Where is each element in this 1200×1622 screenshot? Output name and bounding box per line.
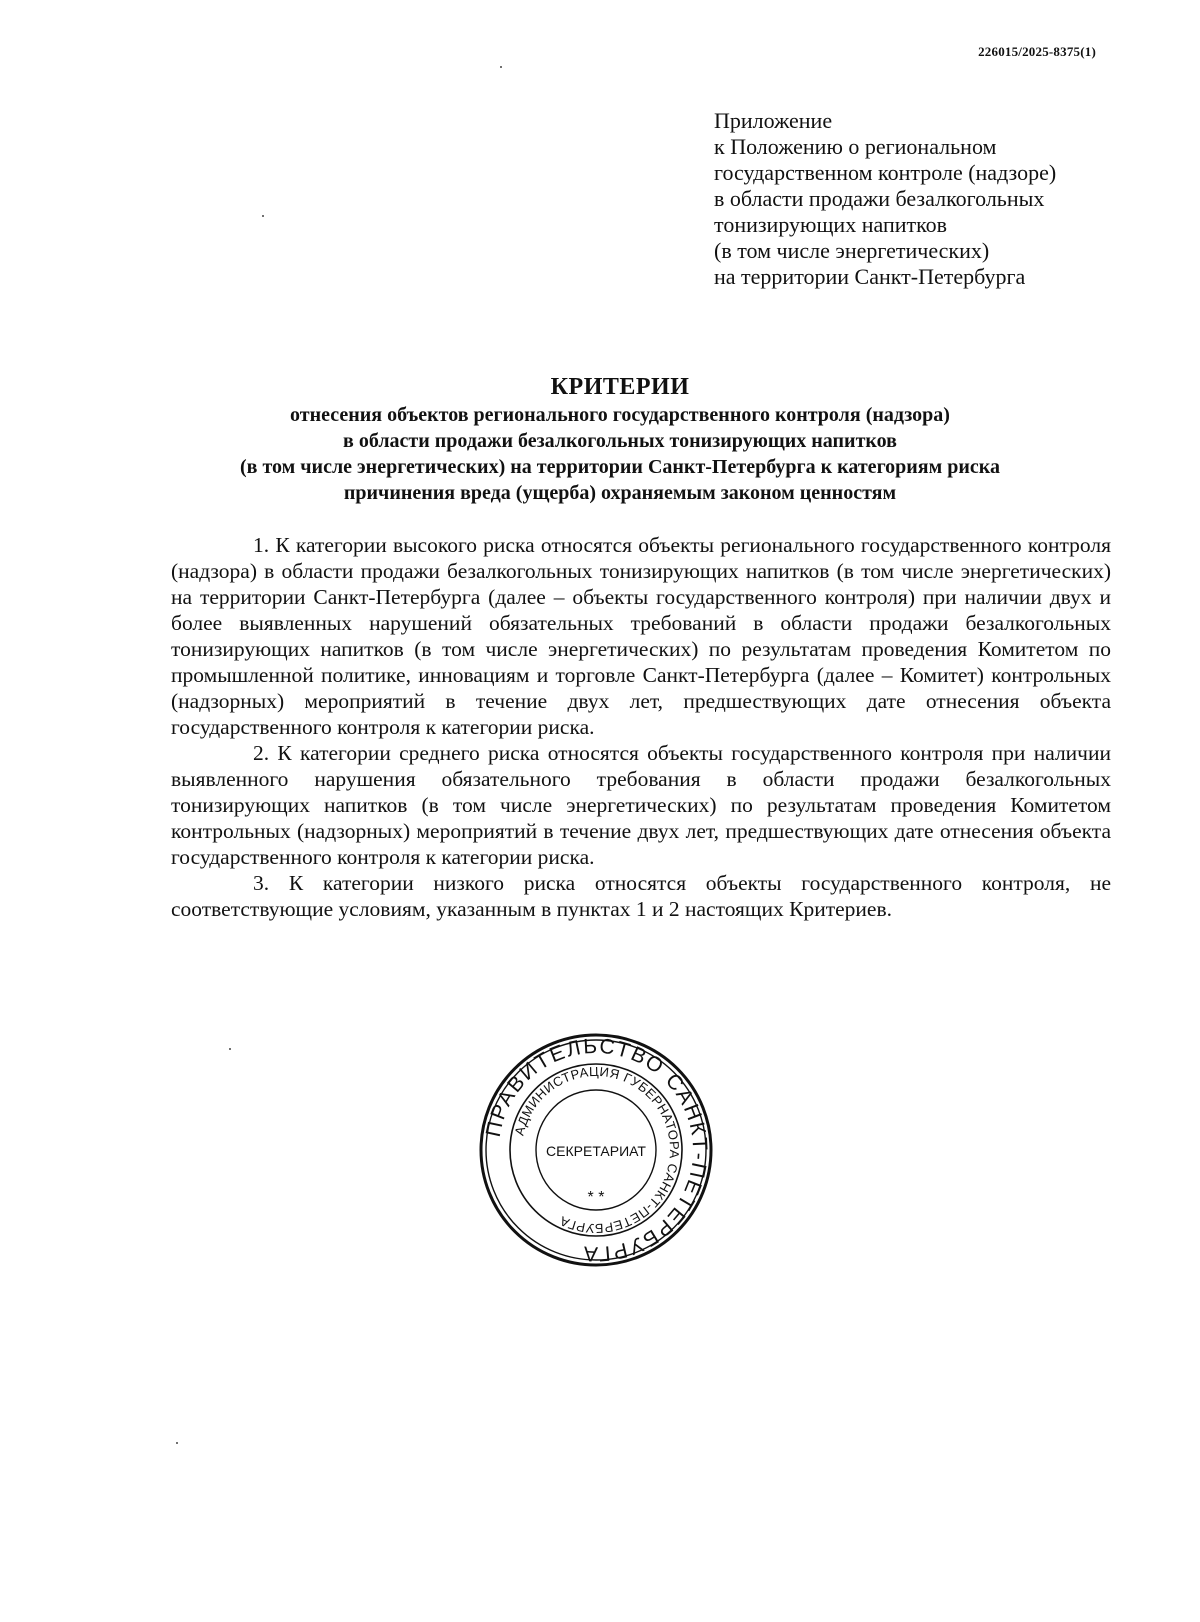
- annex-line: государственном контроле (надзоре): [714, 160, 1057, 185]
- seal-center-text: СЕКРЕТАРИАТ: [546, 1143, 646, 1159]
- annex-block: [714, 108, 1134, 290]
- scan-speck: [262, 215, 264, 217]
- title-line: отнесения объектов регионального государственного контроля (надзора): [290, 404, 950, 426]
- title-line: причинения вреда (ущерба) охраняемым законом ценностям: [343, 482, 897, 504]
- seal-inner-text: АДМИНИСТРАЦИЯ ГУБЕРНАТОРА САНКТ-ПЕТЕРБУРГА: [511, 1063, 683, 1237]
- paragraph-low-risk: 3. К категории низкого риска относятся объекты государственного контроля, не соответствующие условиям, указанным в пунктах 1 и 2 настоящих Критериев.: [171, 871, 1111, 921]
- seal-stars: * *: [587, 1189, 605, 1206]
- annex-line: (в том числе энергетических): [714, 238, 990, 263]
- official-seal: [478, 1032, 714, 1268]
- annex-line: Приложение: [714, 108, 833, 133]
- title-heading: КРИТЕРИИ: [550, 374, 690, 400]
- scan-speck: [176, 1442, 178, 1444]
- scan-speck: [229, 1048, 231, 1050]
- document-number: 226015/2025-8375(1): [978, 44, 1096, 59]
- paragraph-medium-risk: 2. К категории среднего риска относятся объекты государственного контроля при наличии выявленного нарушения обязательного требования в области продажи безалкогольных тонизирующих напитков (в том числе энергетических) по результатам проведения Комитетом контрольных (надзорных) мероприятий в течение двух лет, предшествующих дате отнесения объекта государственного контроля к категории риска.: [171, 741, 1111, 869]
- title-line: (в том числе энергетических) на территории Санкт-Петербурга к категориям риска: [240, 456, 1000, 478]
- annex-line: тонизирующих напитков: [714, 212, 948, 237]
- annex-line: к Положению о региональном: [714, 134, 997, 159]
- annex-line: в области продажи безалкогольных: [714, 186, 1045, 211]
- annex-line: на территории Санкт-Петербурга: [714, 264, 1026, 289]
- document-title: [120, 372, 1120, 506]
- scan-speck: [500, 66, 502, 68]
- title-line: в области продажи безалкогольных тонизирующих напитков: [343, 430, 897, 452]
- document-body: [171, 532, 1111, 922]
- paragraph-high-risk: 1. К категории высокого риска относятся объекты регионального государственного контроля (надзора) в области продажи безалкогольных тонизирующих напитков (в том числе энергетических) на территории Санкт-Петербурга (далее – объекты государственного контроля) при наличии двух и более выявленных нарушений обязательных требований в области продажи безалкогольных тонизирующих напитков (в том числе энергетических) по результатам проведения Комитетом по промышленной политике, инновациям и торговле Санкт-Петербурга (далее – Комитет) контрольных (надзорных) мероприятий в течение двух лет, предшествующих дате отнесения объекта государственного контроля к категории риска.: [171, 533, 1111, 739]
- seal-outer-text: ПРАВИТЕЛЬСТВО САНКТ-ПЕТЕРБУРГА: [481, 1034, 712, 1266]
